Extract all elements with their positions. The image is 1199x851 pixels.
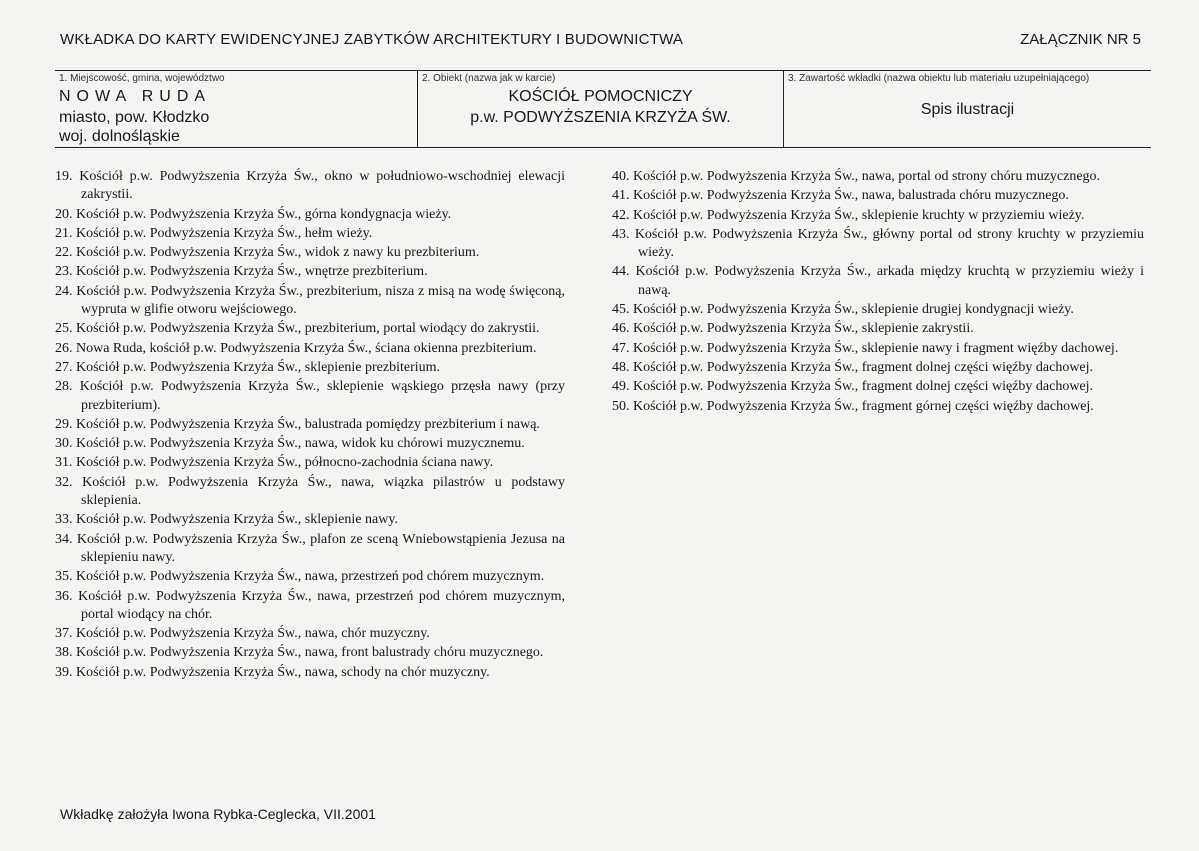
list-item: 48. Kościół p.w. Podwyższenia Krzyża Św., fragment dolnej części więźby dachowej.	[612, 359, 1094, 375]
info-table	[55, 70, 1151, 148]
list-item: 50. Kościół p.w. Podwyższenia Krzyża Św., fragment górnej części więźby dachowej.	[612, 398, 1094, 414]
location-label: 1. Miejscowość, gmina, województwo	[59, 73, 225, 84]
list-item: 41. Kościół p.w. Podwyższenia Krzyża Św., nawa, balustrada chóru muzycznego.	[612, 188, 1069, 204]
list-item: 35. Kościół p.w. Podwyższenia Krzyża Św., nawa, przestrzeń pod chórem muzycznym.	[55, 569, 545, 585]
list-item: 21. Kościół p.w. Podwyższenia Krzyża Św., hełm wieży.	[55, 225, 373, 241]
list-item: 30. Kościół p.w. Podwyższenia Krzyża Św., nawa, widok ku chórowi muzycznemu.	[55, 436, 525, 452]
location-cell	[55, 71, 418, 147]
content-cell	[784, 71, 1151, 147]
list-item: 38. Kościół p.w. Podwyższenia Krzyża Św., nawa, front balustrady chóru muzycznego.	[55, 645, 544, 661]
list-item: 46. Kościół p.w. Podwyższenia Krzyża Św., sklepienie zakrystii.	[612, 321, 974, 337]
location-voivodeship: woj. dolnośląskie	[59, 128, 180, 145]
content-value: Spis ilustracji	[920, 101, 1015, 118]
list-item: 31. Kościół p.w. Podwyższenia Krzyża Św., północno-zachodnia ściana nawy.	[55, 455, 494, 471]
footer-author: Wkładkę założyła Iwona Rybka-Ceglecka, VII.2001	[60, 806, 376, 822]
document-title: WKŁADKA DO KARTY EWIDENCYJNEJ ZABYTKÓW ARCHITEKTURY I BUDOWNICTWA	[60, 31, 684, 48]
object-dedication: p.w. PODWYŻSZENIA KRZYŻA ŚW.	[470, 109, 731, 126]
list-item: 45. Kościół p.w. Podwyższenia Krzyża Św., sklepienie drugiej kondygnacji wieży.	[612, 302, 1074, 318]
object-name: KOŚCIÓŁ POMOCNICZY	[508, 88, 693, 105]
list-item: 40. Kościół p.w. Podwyższenia Krzyża Św., nawa, portal od strony chóru muzycznego.	[612, 169, 1101, 184]
list-item: 47. Kościół p.w. Podwyższenia Krzyża Św., sklepienie nawy i fragment więźby dachowej.	[612, 340, 1119, 356]
list-item: 29. Kościół p.w. Podwyższenia Krzyża Św., balustrada pomiędzy prezbiterium i nawą.	[55, 416, 540, 432]
list-item: 20. Kościół p.w. Podwyższenia Krzyża Św., górna kondygnacja wieży.	[55, 206, 452, 222]
list-item: 37. Kościół p.w. Podwyższenia Krzyża Św., nawa, chór muzyczny.	[55, 626, 430, 642]
list-item: 49. Kościół p.w. Podwyższenia Krzyża Św., fragment dolnej części więźby dachowej.	[612, 379, 1094, 395]
list-item: 34. Kościół p.w. Podwyższenia Krzyża Św., plafon ze sceną Wniebowstąpienia Jezusa na sklepieniu nawy.	[55, 531, 565, 565]
list-item: 27. Kościół p.w. Podwyższenia Krzyża Św., sklepienie prezbiterium.	[55, 359, 441, 375]
list-item: 22. Kościół p.w. Podwyższenia Krzyża Św., widok z nawy ku prezbiterium.	[55, 245, 480, 261]
object-cell	[418, 71, 784, 147]
location-county: miasto, pow. Kłodzko	[59, 109, 210, 126]
annex-number: ZAŁĄCZNIK NR 5	[1020, 31, 1141, 48]
list-item: 26. Nowa Ruda, kościół p.w. Podwyższenia Krzyża Św., ściana okienna prezbiterium.	[55, 340, 537, 356]
content-label: 3. Zawartość wkładki (nazwa obiektu lub materiału uzupełniającego)	[788, 73, 1090, 84]
list-item: 33. Kościół p.w. Podwyższenia Krzyża Św., sklepienie nawy.	[55, 512, 398, 528]
list-item: 25. Kościół p.w. Podwyższenia Krzyża Św., prezbiterium, portal wiodący do zakrystii.	[55, 321, 540, 337]
list-item: 24. Kościół p.w. Podwyższenia Krzyża Św., prezbiterium, nisza z misą na wodę święconą, wypruta w glifie otworu wejściowego.	[55, 283, 565, 318]
list-item: 32. Kościół p.w. Podwyższenia Krzyża Św., nawa, wiązka pilastrów u podstawy sklepienia.	[55, 474, 565, 509]
location-name: NOWA RUDA	[59, 88, 212, 105]
illustration-list-left	[55, 168, 565, 683]
list-item: 23. Kościół p.w. Podwyższenia Krzyża Św., wnętrze prezbiterium.	[55, 264, 428, 280]
list-item: 43. Kościół p.w. Podwyższenia Krzyża Św., główny portal od strony kruchty w przyziemiu wieży.	[612, 226, 1144, 261]
list-item: 39. Kościół p.w. Podwyższenia Krzyża Św., nawa, schody na chór muzyczny.	[55, 664, 490, 680]
list-item: 42. Kościół p.w. Podwyższenia Krzyża Św., sklepienie kruchty w przyziemiu wieży.	[612, 207, 1085, 223]
illustration-list-right	[612, 168, 1144, 417]
list-item: 44. Kościół p.w. Podwyższenia Krzyża Św., arkada między kruchtą w przyziemiu wieży i nawą.	[612, 264, 1144, 298]
object-label: 2. Obiekt (nazwa jak w karcie)	[422, 73, 556, 84]
list-item: 28. Kościół p.w. Podwyższenia Krzyża Św., sklepienie wąskiego przęsła nawy (przy prezbiterium).	[55, 379, 565, 413]
list-item: 19. Kościół p.w. Podwyższenia Krzyża Św., okno w południowo-wschodniej elewacji zakrystii.	[55, 169, 565, 203]
list-item: 36. Kościół p.w. Podwyższenia Krzyża Św., nawa, przestrzeń pod chórem muzycznym, portal wiodący na chór.	[55, 588, 565, 622]
